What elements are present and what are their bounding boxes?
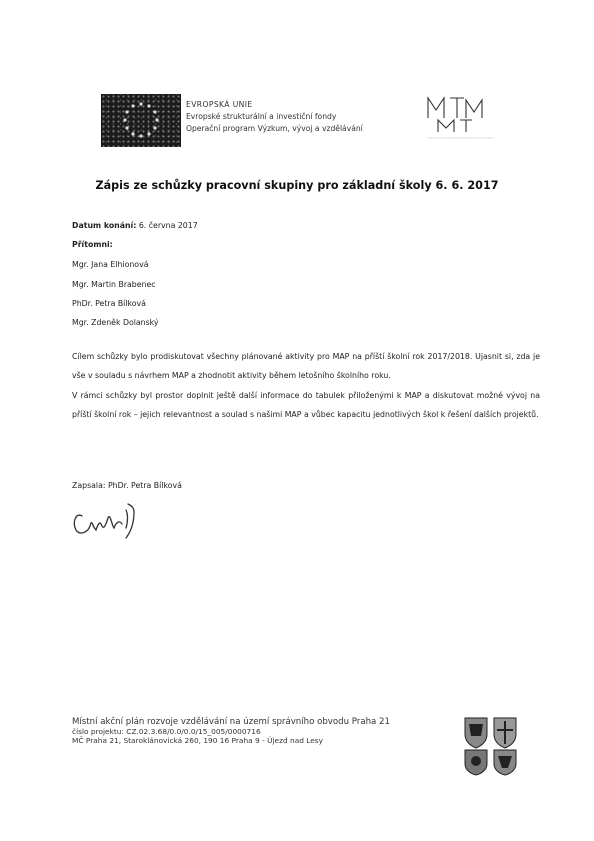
handwritten-signature bbox=[68, 496, 163, 541]
attendee-item: PhDr. Petra Bílková bbox=[72, 299, 146, 308]
footer-address: MČ Praha 21, Staroklánovická 260, 190 16 Praha 9 - Újezd nad Lesy bbox=[72, 736, 324, 745]
attendee-item: Mgr. Martin Brabenec bbox=[72, 280, 156, 289]
meeting-date bbox=[72, 221, 198, 230]
recorded-by: Zapsala: PhDr. Petra Bílková bbox=[72, 481, 182, 490]
eu-program-text bbox=[186, 99, 363, 135]
attendees-label: Přítomni: bbox=[72, 240, 113, 249]
date-label: Datum konání: bbox=[72, 221, 137, 230]
attendee-item: Mgr. Zdeněk Dolanský bbox=[72, 318, 159, 327]
coat-of-arms-icon bbox=[492, 716, 518, 776]
date-value: 6. června 2017 bbox=[136, 221, 198, 230]
body-paragraph: V rámci schůzky byl prostor doplnit ještě další informace do tabulek přiloženými k MAP a diskutovat možné vývoj na příští školní rok – jejich relevantnost a soulad s našimi MAP a vůbec kapacitu jednotlivých škol k řešení dalších projektů. bbox=[72, 391, 540, 419]
attendee-item: Mgr. Jana Elhionová bbox=[72, 260, 149, 269]
document-title: Zápis ze schůzky pracovní skupiny pro základní školy 6. 6. 2017 bbox=[95, 179, 499, 192]
eu-line-1: EVROPSKÁ UNIE bbox=[186, 100, 253, 109]
footer-project-number: číslo projektu: CZ.02.3.68/0.0/0.0/15_005/0000716 bbox=[72, 727, 261, 736]
footer-project-name: Místní akční plán rozvoje vzdělávání na území správního obvodu Praha 21 bbox=[72, 717, 390, 727]
footer-info bbox=[72, 717, 390, 745]
eu-line-2: Evropské strukturální a investiční fondy bbox=[186, 112, 337, 121]
ministry-logo-icon bbox=[424, 92, 496, 142]
eu-line-3: Operační program Výzkum, vývoj a vzdělávání bbox=[186, 124, 363, 133]
body-paragraph: Cílem schůzky bylo prodiskutovat všechny plánované aktivity pro MAP na příští školní rok 2017/2018. Ujasnit si, zda je vše v souladu s návrhem MAP a zhodnotit aktivity během letošního školního roku. bbox=[72, 352, 540, 380]
eu-stars-icon bbox=[101, 94, 181, 147]
coat-of-arms-icon bbox=[463, 716, 489, 776]
